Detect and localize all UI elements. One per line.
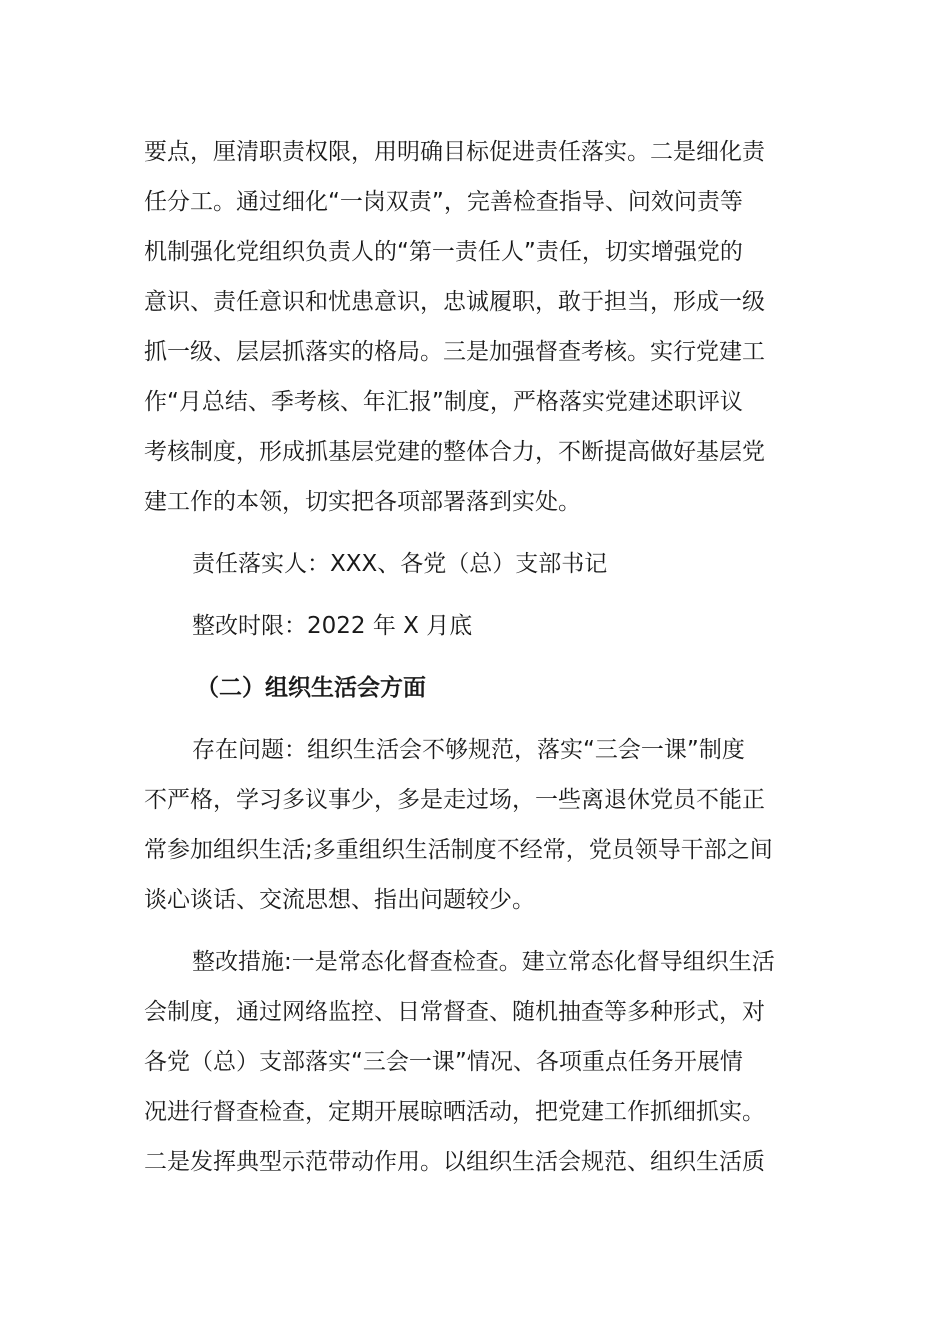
text-line: 作“月总结、季考核、年汇报”制度，严格落实党建述职评议 (144, 389, 743, 415)
text-line: 要点，厘清职责权限，用明确目标促进责任落实。二是细化责 (144, 139, 765, 165)
text-line: 意识、责任意识和忧患意识，忠诚履职，敢于担当，形成一级 (144, 289, 765, 315)
text-line: 各党（总）支部落实“三会一课”情况、各项重点任务开展情 (144, 1049, 743, 1075)
text-line: 二是发挥典型示范带动作用。以组织生活会规范、组织生活质 (144, 1149, 765, 1175)
deadline: 整改时限：2022 年 X 月底 (192, 613, 473, 639)
text-line: 抓一级、层层抓落实的格局。三是加强督查考核。实行党建工 (144, 339, 765, 365)
section-heading: （二）组织生活会方面 (196, 675, 426, 701)
text-line: 不严格，学习多议事少，多是走过场，一些离退休党员不能正 (144, 787, 765, 813)
responsible-person: 责任落实人：XXX、各党（总）支部书记 (192, 551, 608, 577)
text-line: 建工作的本领，切实把各项部署落到实处。 (144, 489, 581, 515)
paragraph-existing-problems (144, 725, 808, 925)
text-line: 任分工。通过细化“一岗双责”，完善检查指导、问效问责等 (144, 189, 743, 215)
text-line: 考核制度，形成抓基层党建的整体合力，不断提高做好基层党 (144, 439, 765, 465)
text-line: 整改措施:一是常态化督查检查。建立常态化督导组织生活 (192, 949, 775, 975)
text-line: 常参加组织生活;多重组织生活制度不经常，党员领导干部之间 (144, 837, 773, 863)
text-line: 机制强化党组织负责人的“第一责任人”责任，切实增强党的 (144, 239, 743, 265)
paragraph-responsibility-measures (144, 127, 808, 527)
text-line: 谈心谈话、交流思想、指出问题较少。 (144, 887, 535, 913)
text-line: 会制度，通过网络监控、日常督查、随机抽查等多种形式，对 (144, 999, 765, 1025)
text-line: 存在问题：组织生活会不够规范，落实“三会一课”制度 (192, 737, 745, 763)
document-body (144, 127, 808, 1187)
paragraph-rectification-measures (144, 937, 808, 1187)
text-line: 况进行督查检查，定期开展晾晒活动，把党建工作抓细抓实。 (144, 1099, 765, 1125)
